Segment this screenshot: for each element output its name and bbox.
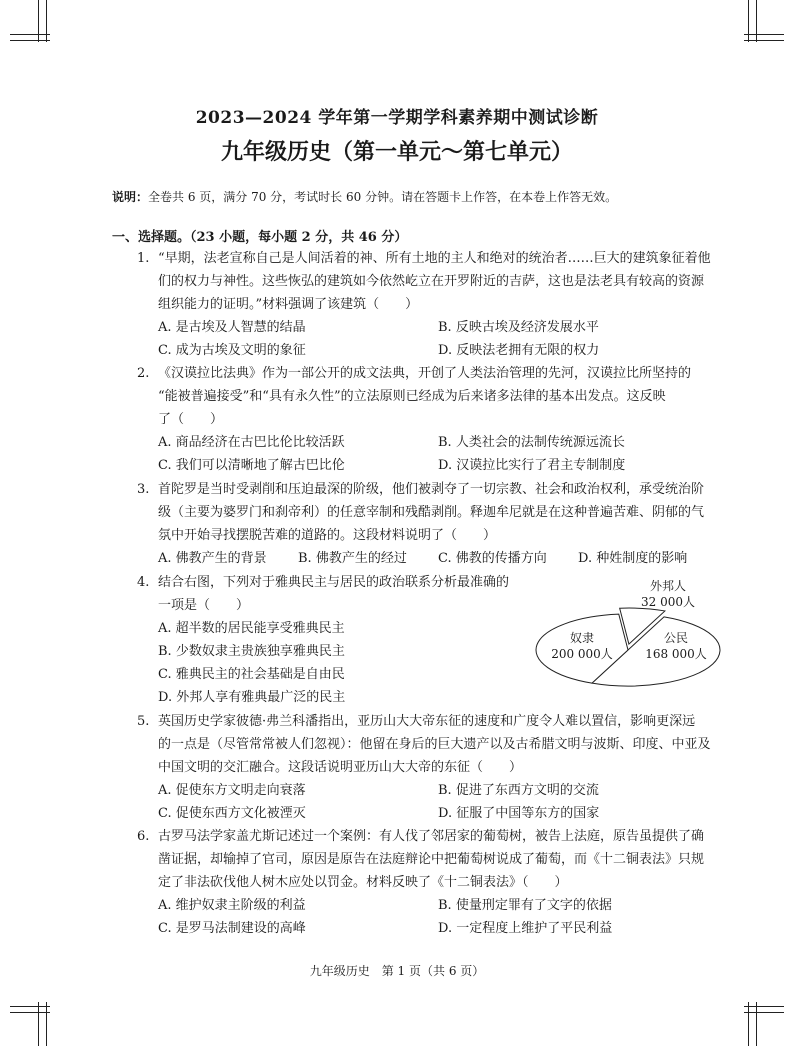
option-d[interactable]: D. 汉谟拉比实行了君主专制制度	[438, 458, 626, 473]
option-a[interactable]: A. 是古埃及人智慧的结晶	[158, 320, 306, 335]
instructions-label: 说明：	[112, 190, 149, 204]
crop-mark-bottom-left	[10, 990, 50, 1046]
slice-label-slaves-name: 奴隶	[569, 631, 594, 645]
slice-label-slaves-value: 200 000人	[551, 647, 613, 661]
question-text-line: 定了非法砍伐他人树木应处以罚金。材料反映了《十二铜表法》（ ）	[158, 875, 568, 890]
population-pie-chart	[528, 574, 728, 724]
question-text-line: 中国文明的交汇融合。这段话说明亚历山大大帝的东征（ ）	[158, 760, 523, 775]
option-a[interactable]: A. 佛教产生的背景	[158, 551, 267, 566]
option-c[interactable]: C. 成为古埃及文明的象征	[158, 343, 306, 358]
question-text-line: 了（ ）	[158, 412, 224, 427]
slice-label-citizens-value: 168 000人	[645, 647, 707, 661]
question-number: 4.	[137, 575, 150, 590]
option-d[interactable]: D. 反映法老拥有无限的权力	[438, 343, 600, 358]
option-b[interactable]: B. 少数奴隶主贵族独享雅典民主	[158, 644, 345, 659]
option-c[interactable]: C. 我们可以清晰地了解古巴比伦	[158, 458, 345, 473]
question-text-line: 的一点是（尽管常常被人们忽视）：他留在身后的巨大遗产以及古希腊文明与波斯、印度、中亚及	[158, 737, 711, 752]
question-number: 3.	[137, 482, 150, 497]
section-detail: （23 小题，每小题 2 分，共 46 分）	[190, 230, 408, 245]
question-text-line: “早期，法老宣称自己是人间活着的神、所有土地的主人和绝对的统治者……巨大的建筑象征着他	[158, 251, 711, 266]
question-text-line: 古罗马法学家盖尤斯记述过一个案例：有人伐了邻居家的葡萄树，被告上法庭，原告虽提供了确	[158, 829, 705, 844]
option-b[interactable]: B. 使量刑定罪有了文字的依据	[438, 898, 612, 913]
exam-title: 2023—2024 学年第一学期学科素养期中测试诊断	[195, 108, 599, 128]
instructions-text: 全卷共 6 页，满分 70 分，考试时长 60 分钟。请在答题卡上作答，在本卷上作答无效。	[148, 190, 618, 204]
option-d[interactable]: D. 征服了中国等东方的国家	[438, 806, 600, 821]
question-text-line: “能被普遍接受”和“具有永久性”的立法原则已经成为后来诸多法律的基本出发点。这反映	[158, 389, 666, 404]
question-text-line: 结合右图，下列对于雅典民主与居民的政治联系分析最准确的	[158, 575, 510, 590]
section-title: 一、选择题。	[112, 230, 191, 245]
question-text-line: 组织能力的证明。”材料强调了该建筑（ ）	[158, 297, 419, 312]
option-c[interactable]: C. 是罗马法制建设的高峰	[158, 921, 306, 936]
option-d[interactable]: D. 外邦人享有雅典最广泛的民主	[158, 690, 346, 705]
question-text-line: 氛中开始寻找摆脱苦难的道路的。这段材料说明了（ ）	[158, 528, 497, 543]
question-number: 5.	[137, 714, 150, 729]
question-text-line: 级（主要为婆罗门和刹帝利）的任意宰制和残酷剥削。释迦牟尼就是在这种普遍苦难、阴郁的气	[158, 505, 705, 520]
question-text-line: 一项是（ ）	[158, 598, 250, 613]
question-text-line: 凿证据，却输掉了官司，原因是原告在法庭辩论中把葡萄树说成了葡萄，而《十二铜表法》只规	[158, 852, 705, 867]
option-a[interactable]: A. 商品经济在古巴比伦比较活跃	[158, 435, 345, 450]
option-b[interactable]: B. 反映古埃及经济发展水平	[438, 320, 599, 335]
crop-mark-bottom-right	[744, 990, 784, 1046]
option-a[interactable]: A. 促使东方文明走向衰落	[158, 783, 306, 798]
question-text-line: 《汉谟拉比法典》作为一部公开的成文法典，开创了人类法治管理的先河，汉谟拉比所坚持的	[158, 366, 692, 381]
option-b[interactable]: B. 佛教产生的经过	[298, 551, 407, 566]
slice-label-foreigners-name: 外邦人	[649, 579, 686, 593]
option-a[interactable]: A. 维护奴隶主阶级的利益	[158, 898, 306, 913]
slice-label-foreigners-value: 32 000人	[641, 595, 695, 609]
question-number: 2.	[137, 366, 150, 381]
slice-label-citizens-name: 公民	[663, 631, 688, 645]
exam-subtitle: 九年级历史（第一单元～第七单元）	[220, 139, 573, 165]
page-footer: 九年级历史 第 1 页（共 6 页）	[309, 964, 485, 978]
question-number: 6.	[137, 829, 150, 844]
question-text-line: 首陀罗是当时受剥削和压迫最深的阶级，他们被剥夺了一切宗教、社会和政治权利，承受统治阶	[158, 482, 705, 497]
crop-mark-top-right	[744, 0, 784, 50]
option-c[interactable]: C. 雅典民主的社会基础是自由民	[158, 667, 345, 682]
exam-instructions	[112, 188, 617, 205]
crop-mark-top-left	[10, 0, 50, 50]
option-a[interactable]: A. 超半数的居民能享受雅典民主	[158, 621, 345, 636]
section-heading	[112, 226, 407, 245]
question-text-line: 们的权力与神性。这些恢弘的建筑如今依然屹立在开罗附近的吉萨，这也是法老具有较高的资源	[158, 274, 705, 289]
option-b[interactable]: B. 人类社会的法制传统源远流长	[438, 435, 625, 450]
option-d[interactable]: D. 一定程度上维护了平民利益	[438, 921, 613, 936]
option-d[interactable]: D. 种姓制度的影响	[578, 551, 688, 566]
question-text-line: 英国历史学家彼德·弗兰科潘指出，亚历山大大帝东征的速度和广度令人难以置信，影响更深远	[158, 714, 696, 729]
question-number: 1.	[137, 251, 150, 266]
option-c[interactable]: C. 佛教的传播方向	[438, 551, 547, 566]
option-c[interactable]: C. 促使东西方文化被湮灭	[158, 806, 306, 821]
option-b[interactable]: B. 促进了东西方文明的交流	[438, 783, 599, 798]
